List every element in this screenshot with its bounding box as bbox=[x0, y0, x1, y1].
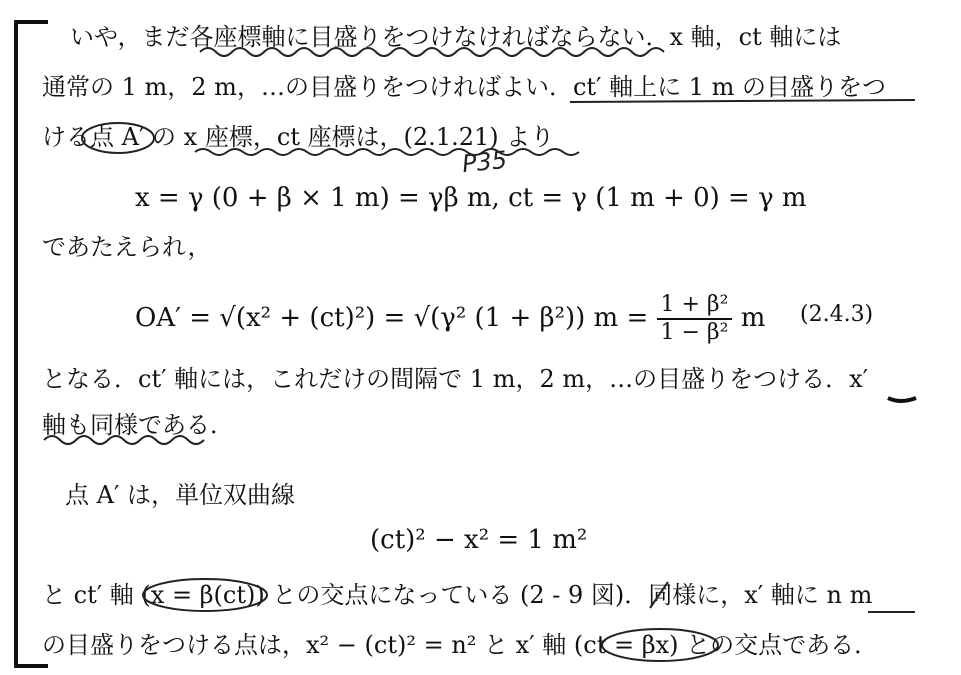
text-line-1: いや，まだ各座標軸に目盛りをつけなければならない．x 軸，ct 軸には bbox=[70, 23, 842, 51]
equation-number: (2.4.3) bbox=[800, 302, 874, 327]
equation-2-denominator: 1 − β² bbox=[660, 320, 729, 345]
text-line-9: の目盛りをつける点は，x² − (ct)² = n² と x′ 軸 (ct = βx) との交点である． bbox=[42, 631, 879, 659]
handwritten-page-note: P35 bbox=[460, 145, 509, 179]
equation-2-fraction bbox=[657, 292, 733, 346]
equation-1: x = γ (0 + β × 1 m) = γβ m, ct = γ (1 m + 0) = γ m bbox=[135, 183, 807, 213]
text-line-2: 通常の 1 m，2 m，…の目盛りをつければよい．ct′ 軸上に 1 m の目盛りをつ bbox=[42, 73, 887, 101]
text-line-5: となる．ct′ 軸には，これだけの間隔で 1 m，2 m，…の目盛りをつける．x′ bbox=[42, 365, 869, 393]
text-line-4: であたえられ， bbox=[42, 233, 212, 261]
text-line-6: 軸も同様である． bbox=[42, 411, 234, 439]
bold-mark-x-prime bbox=[888, 398, 916, 401]
margin-bracket bbox=[14, 20, 48, 668]
text-line-3: ける点 A′ の x 座標，ct 座標は，(2.1.21) より bbox=[42, 123, 555, 151]
text-line-7: 点 A′ は，単位双曲線 bbox=[65, 481, 296, 509]
text-line-8: と ct′ 軸 (x = β(ct)) との交点になっている (2 - 9 図)．同様に，x′ 軸に n m bbox=[42, 581, 873, 609]
equation-3: (ct)² − x² = 1 m² bbox=[370, 525, 588, 555]
equation-2-unit: m bbox=[740, 303, 766, 333]
equation-2-numerator: 1 + β² bbox=[657, 292, 733, 320]
equation-2-lhs: OA′ = √(x² + (ct)²) = √(γ² (1 + β²)) m = bbox=[135, 303, 657, 333]
equation-2 bbox=[135, 292, 765, 346]
